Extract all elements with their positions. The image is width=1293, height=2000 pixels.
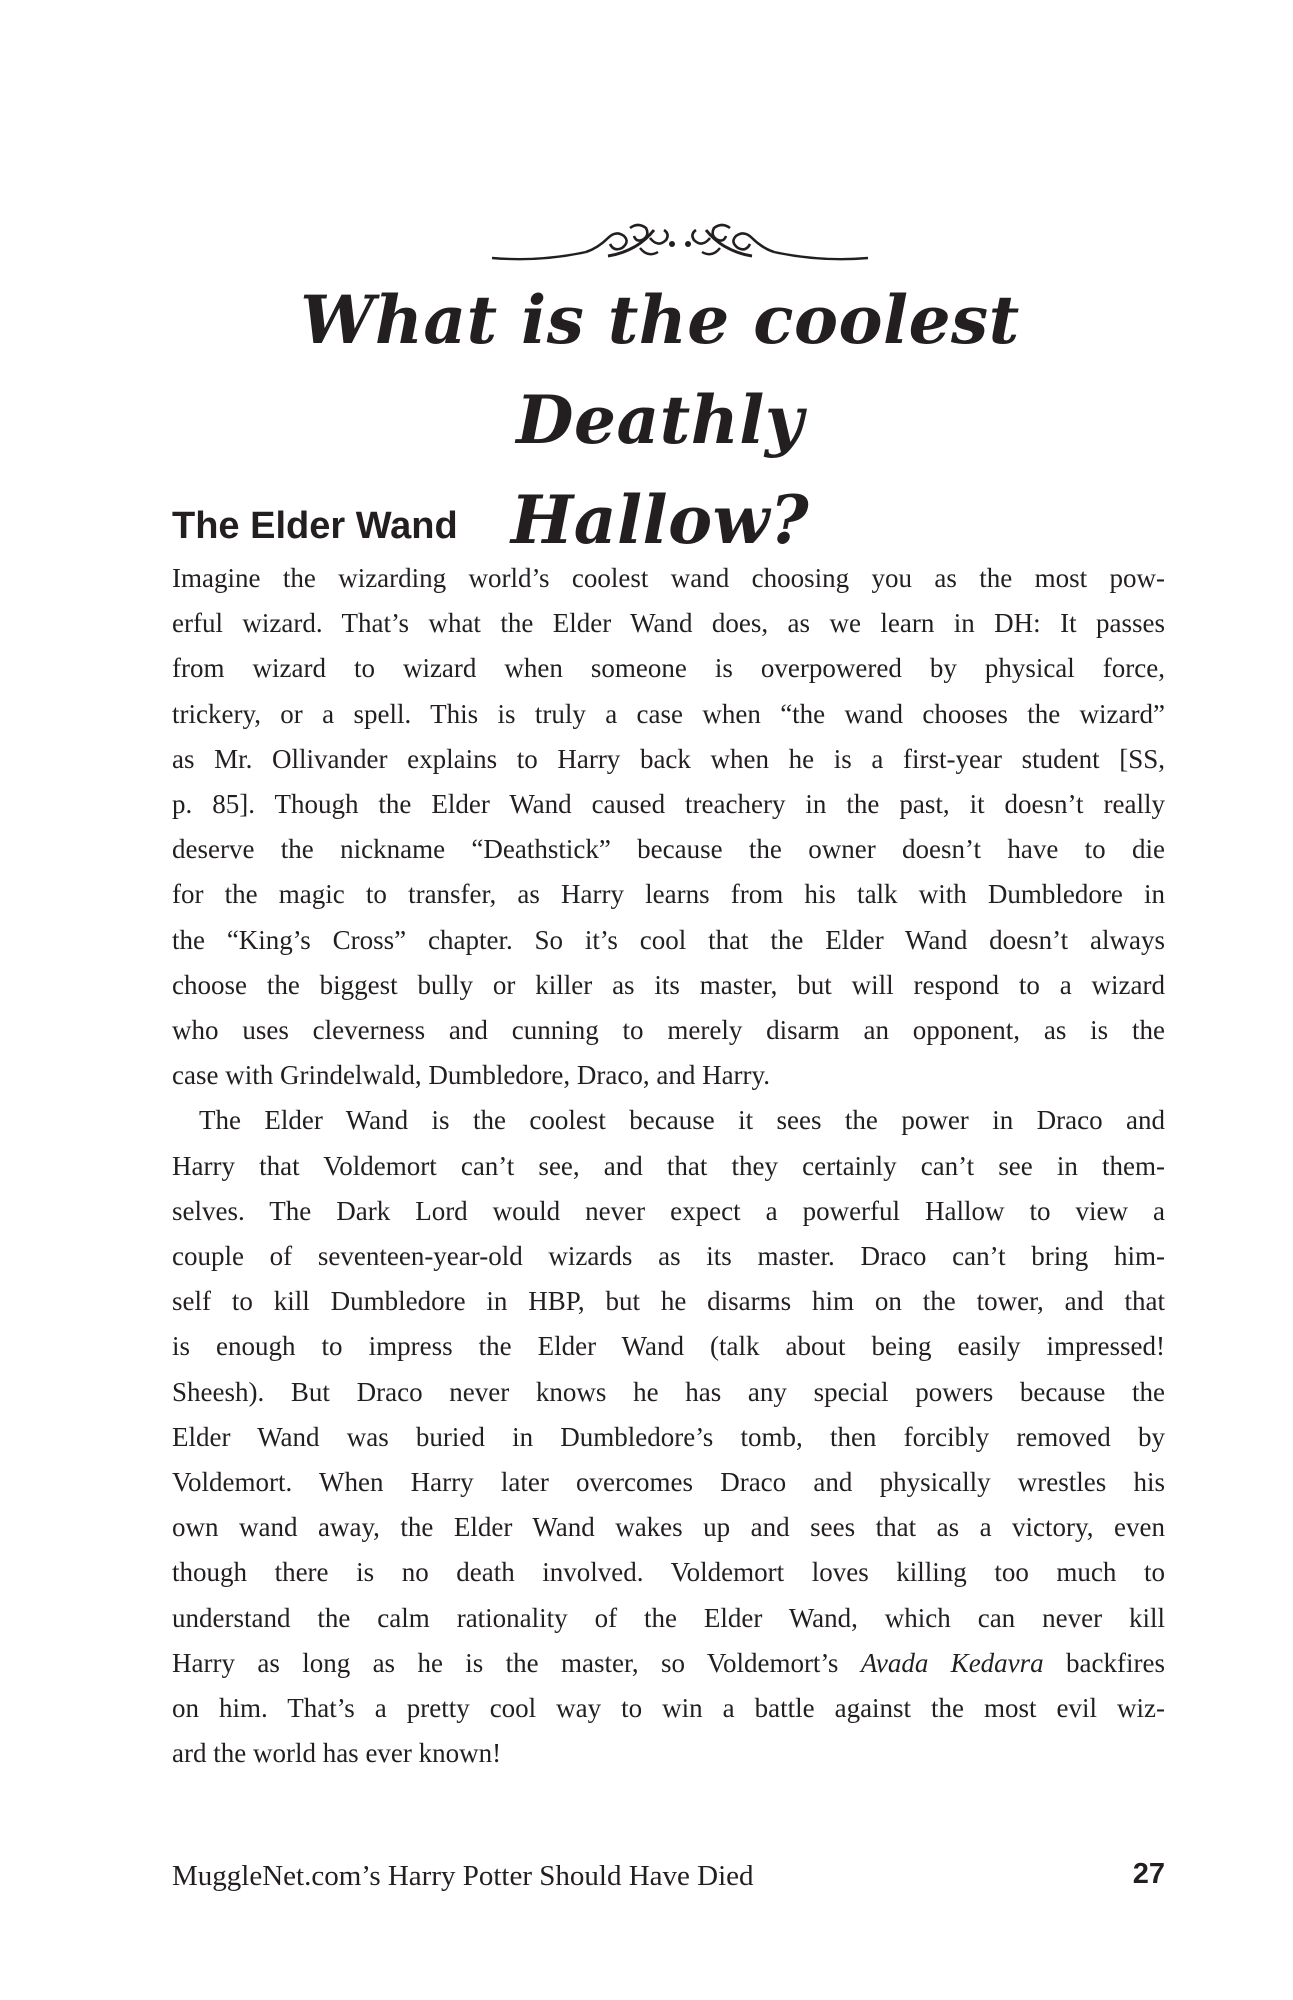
- text-line: Voldemort. When Harry later overcomes Draco and physically wrestles his: [172, 1467, 1165, 1498]
- page-number: 27: [1132, 1858, 1165, 1890]
- text-line: trickery, or a spell. This is truly a case when “the wand chooses the wizard”: [172, 698, 1165, 729]
- text-line-content: The Elder Wand is the coolest because it sees the power in Draco and: [199, 1105, 1165, 1136]
- text-line: choose the biggest bully or killer as its master, but will respond to a wizard: [172, 969, 1165, 1000]
- text-line: Harry that Voldemort can’t see, and that they certainly can’t see in them-: [172, 1150, 1165, 1181]
- text-line: deserve the nickname “Deathstick” because the owner doesn’t have to die: [172, 834, 1165, 865]
- text-line: who uses cleverness and cunning to merely disarm an opponent, as is the: [172, 1015, 1165, 1046]
- text-line-before: Harry as long as he is the master, so Voldemort’s: [172, 1647, 861, 1678]
- text-line: ard the world has ever known!: [172, 1738, 502, 1769]
- text-line: though there is no death involved. Voldemort loves killing too much to: [172, 1557, 1165, 1588]
- text-line: Sheesh). But Draco never knows he has any special powers because the: [172, 1376, 1165, 1407]
- text-line: as Mr. Ollivander explains to Harry back when he is a first-year student [SS,: [172, 743, 1165, 774]
- scroll-flourish-icon: [490, 218, 870, 274]
- text-line: is enough to impress the Elder Wand (talk about being easily impressed!: [172, 1331, 1165, 1362]
- italic-spell-name: Avada Kedavra: [860, 1647, 1044, 1678]
- text-line: own wand away, the Elder Wand wakes up and sees that as a victory, even: [172, 1512, 1165, 1543]
- paragraph-1: [172, 556, 1165, 1098]
- text-line-after: backfires: [1043, 1647, 1165, 1678]
- text-line: erful wizard. That’s what the Elder Wand does, as we learn in DH: It passes: [172, 608, 1165, 639]
- text-line: selves. The Dark Lord would never expect a powerful Hallow to view a: [172, 1195, 1165, 1226]
- text-line: case with Grindelwald, Dumbledore, Draco, and Harry.: [172, 1060, 771, 1091]
- text-line: p. 85]. Though the Elder Wand caused treachery in the past, it doesn’t really: [172, 789, 1165, 820]
- text-line: Elder Wand was buried in Dumbledore’s tomb, then forcibly removed by: [172, 1421, 1165, 1452]
- chapter-title: What is the coolest Deathly Hallow?: [300, 281, 1020, 559]
- text-line: understand the calm rationality of the Elder Wand, which can never kill: [172, 1602, 1165, 1633]
- text-line: from wizard to wizard when someone is overpowered by physical force,: [172, 653, 1165, 684]
- text-line: couple of seventeen-year-old wizards as its master. Draco can’t bring him-: [172, 1241, 1165, 1272]
- paragraph-2: [172, 1098, 1165, 1776]
- text-line: [172, 1098, 1165, 1143]
- text-line: Imagine the wizarding world’s coolest wand choosing you as the most pow-: [172, 563, 1165, 593]
- text-line: for the magic to transfer, as Harry learns from his talk with Dumbledore in: [172, 879, 1165, 910]
- running-footer-title: MuggleNet.com’s Harry Potter Should Have Died: [172, 1860, 754, 1892]
- text-line: on him. That’s a pretty cool way to win a battle against the most evil wiz-: [172, 1693, 1165, 1724]
- body-text: [172, 556, 1165, 1776]
- text-line: [172, 1641, 1165, 1686]
- text-line: self to kill Dumbledore in HBP, but he disarms him on the tower, and that: [172, 1286, 1165, 1317]
- section-heading: The Elder Wand: [172, 505, 458, 547]
- text-line: the “King’s Cross” chapter. So it’s cool that the Elder Wand doesn’t always: [172, 924, 1165, 955]
